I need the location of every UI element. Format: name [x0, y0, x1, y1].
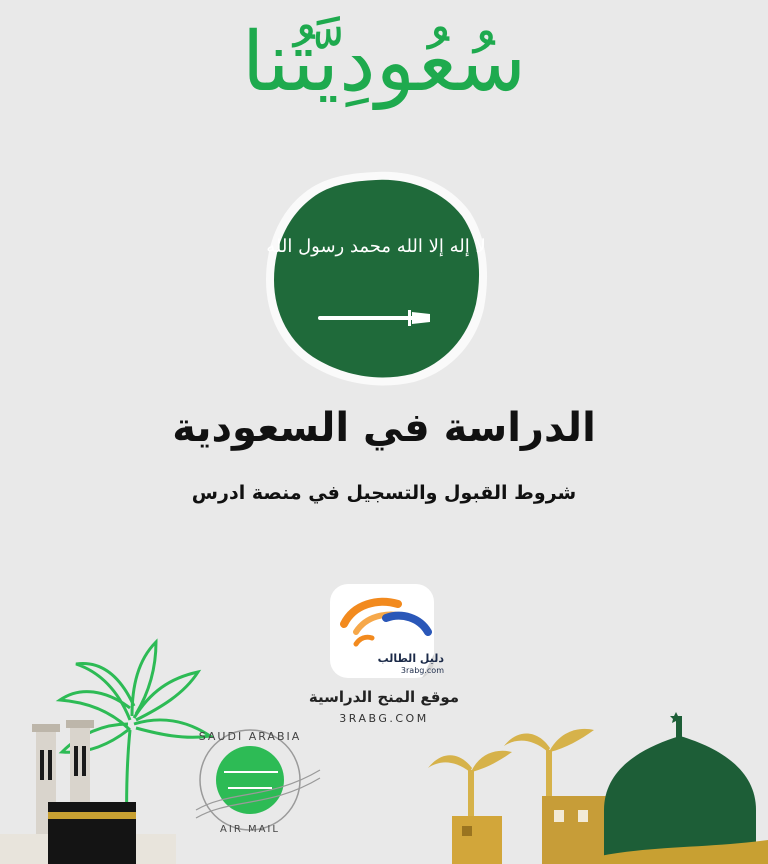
logo-label-ar: دليل الطالب	[377, 652, 444, 665]
air-mail-stamp-icon	[196, 730, 320, 835]
stamp-bottom-text: AIR MAIL	[220, 824, 280, 835]
flag-shahada: لا إله إلا الله محمد رسول الله	[266, 236, 486, 257]
calligraphy-title: سُعُودِيَّتُنا	[241, 15, 527, 110]
subtitle: شروط القبول والتسجيل في منصة ادرس	[191, 482, 577, 504]
kaaba-icon	[0, 802, 176, 864]
mosque-dome-icon	[600, 704, 768, 864]
buildings-icon	[452, 796, 606, 864]
site-name: موقع المنح الدراسية	[308, 688, 460, 706]
saudi-flag-badge	[262, 168, 490, 386]
main-title: الدراسة في السعودية	[172, 405, 596, 451]
stamp-top-text: SAUDI ARABIA	[198, 730, 302, 743]
site-domain: 3RABG.COM	[339, 712, 429, 725]
logo-label-en: 3rabg.com	[400, 666, 444, 675]
landmarks-illustration	[0, 620, 768, 864]
